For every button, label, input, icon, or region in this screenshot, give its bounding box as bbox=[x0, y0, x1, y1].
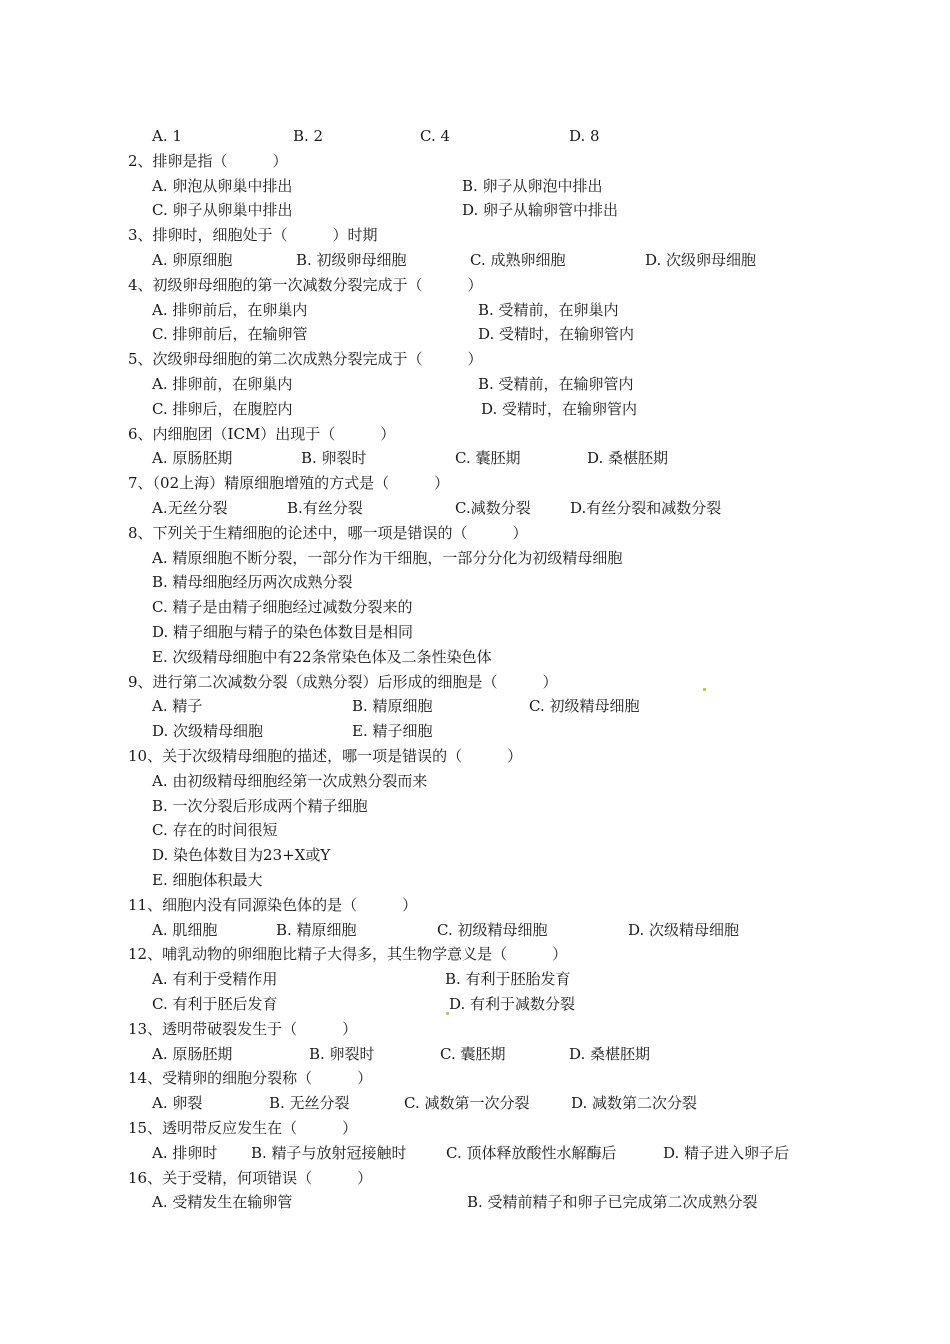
option-line bbox=[0, 372, 950, 396]
option-line bbox=[0, 1042, 950, 1066]
option-text: A. 原肠胚期 bbox=[152, 449, 233, 468]
option-text: A. 原肠胚期 bbox=[152, 1044, 233, 1063]
question-text: 4、初级卵母细胞的第一次减数分裂完成于（ ） bbox=[128, 275, 483, 294]
option-text: D. 桑椹胚期 bbox=[587, 449, 669, 468]
question-text: 6、内细胞团（ICM）出现于（ ） bbox=[128, 424, 396, 443]
question-line bbox=[0, 1066, 950, 1090]
question-text: 13、透明带破裂发生于（ ） bbox=[128, 1019, 358, 1038]
option-text: B. 有利于胚胎发育 bbox=[445, 970, 571, 989]
option-line bbox=[0, 322, 950, 346]
question-line bbox=[0, 670, 950, 694]
option-text: B. 卵子从卵泡中排出 bbox=[462, 176, 603, 195]
question-line bbox=[0, 1116, 950, 1140]
option-text: A. 肌细胞 bbox=[152, 920, 218, 939]
option-text: C. 排卵前后，在输卵管 bbox=[152, 325, 308, 344]
option-text: C.减数分裂 bbox=[455, 499, 531, 517]
question-line bbox=[0, 273, 950, 297]
option-text: D. 受精时，在输卵管内 bbox=[481, 399, 638, 418]
option-text: A. 有利于受精作用 bbox=[152, 970, 278, 989]
question-line bbox=[0, 744, 950, 768]
question-text: 10、关于次级精母细胞的描述，哪一项是错误的（ ） bbox=[128, 747, 523, 765]
option-text: B.有丝分裂 bbox=[287, 499, 363, 517]
option-text: C. 排卵后，在腹腔内 bbox=[152, 399, 293, 418]
question-text: 7、（02上海）精原细胞增殖的方式是（ ） bbox=[128, 474, 450, 493]
question-text: 9、进行第二次减数分裂（成熟分裂）后形成的细胞是（ ） bbox=[128, 672, 558, 691]
option-text: B. 精原细胞 bbox=[352, 697, 433, 716]
option-line bbox=[0, 570, 950, 594]
question-line bbox=[0, 1017, 950, 1041]
option-text: B. 卵裂时 bbox=[301, 449, 367, 468]
option-line bbox=[0, 620, 950, 644]
option-text: D. 减数第二次分裂 bbox=[571, 1094, 698, 1113]
option-text: D.有丝分裂和减数分裂 bbox=[570, 499, 722, 517]
question-line bbox=[0, 893, 950, 917]
question-text: 8、下列关于生精细胞的论述中，哪一项是错误的（ ） bbox=[128, 523, 528, 542]
option-line bbox=[0, 868, 950, 892]
question-line bbox=[0, 942, 950, 966]
option-text: D. 8 bbox=[569, 127, 600, 145]
option-text: E. 次级精母细胞中有22条常染色体及二条性染色体 bbox=[152, 647, 492, 666]
option-text: B. 精原细胞 bbox=[276, 920, 357, 939]
option-text: D. 卵子从输卵管中排出 bbox=[462, 201, 619, 220]
option-text: A. 精原细胞不断分裂，一部分作为干细胞，一部分分化为初级精母细胞 bbox=[152, 548, 623, 567]
option-line bbox=[0, 645, 950, 669]
option-text: C. 卵子从卵巢中排出 bbox=[152, 201, 293, 220]
option-text: B. 精子与放射冠接触时 bbox=[251, 1143, 407, 1162]
option-text: C. 精子是由精子细胞经过减数分裂来的 bbox=[152, 598, 413, 617]
option-text: D. 精子细胞与精子的染色体数目是相同 bbox=[152, 623, 414, 641]
option-text: A. 精子 bbox=[152, 697, 203, 716]
option-text: D. 染色体数目为23+X或Y bbox=[152, 846, 331, 865]
scan-speck bbox=[446, 1012, 449, 1015]
option-text: E. 细胞体积最大 bbox=[152, 871, 263, 889]
option-text: D. 有利于减数分裂 bbox=[449, 995, 576, 1013]
option-line bbox=[0, 794, 950, 818]
question-text: 15、透明带反应发生在（ ） bbox=[128, 1119, 358, 1137]
option-line bbox=[0, 918, 950, 942]
option-text: C. 初级精母细胞 bbox=[529, 697, 640, 716]
option-line bbox=[0, 248, 950, 272]
question-text: 16、关于受精，何项错误（ ） bbox=[128, 1168, 373, 1187]
option-text: B. 2 bbox=[293, 127, 324, 145]
option-text: C. 有利于胚后发育 bbox=[152, 995, 278, 1013]
option-text: C. 初级精母细胞 bbox=[437, 920, 548, 939]
option-text: D. 受精时，在输卵管内 bbox=[478, 325, 635, 344]
option-text: D. 次级卵母细胞 bbox=[645, 251, 757, 269]
option-line bbox=[0, 124, 950, 148]
option-text: A. 受精发生在输卵管 bbox=[152, 1193, 293, 1212]
option-text: C. 囊胚期 bbox=[455, 449, 521, 468]
option-line bbox=[0, 992, 950, 1016]
question-text: 12、哺乳动物的卵细胞比精子大得多，其生物学意义是（ ） bbox=[128, 945, 568, 964]
option-text: B. 受精前，在卵巢内 bbox=[478, 300, 619, 319]
option-text: A. 排卵前，在卵巢内 bbox=[152, 375, 293, 393]
option-text: A.无丝分裂 bbox=[152, 499, 228, 517]
question-text: 5、次级卵母细胞的第二次成熟分裂完成于（ ） bbox=[128, 350, 483, 369]
option-text: B. 一次分裂后形成两个精子细胞 bbox=[152, 796, 368, 815]
option-text: D. 次级精母细胞 bbox=[152, 722, 264, 741]
option-line bbox=[0, 595, 950, 619]
option-text: A. 卵裂 bbox=[152, 1094, 203, 1113]
option-text: A. 卵泡从卵巢中排出 bbox=[152, 176, 293, 195]
option-text: C. 存在的时间很短 bbox=[152, 821, 278, 840]
option-line bbox=[0, 198, 950, 222]
option-line bbox=[0, 397, 950, 421]
option-text: A. 由初级精母细胞经第一次成熟分裂而来 bbox=[152, 771, 428, 790]
option-line bbox=[0, 769, 950, 793]
option-text: A. 排卵前后，在卵巢内 bbox=[152, 300, 308, 319]
question-line bbox=[0, 149, 950, 173]
option-text: B. 受精前，在输卵管内 bbox=[478, 375, 634, 393]
option-line bbox=[0, 843, 950, 867]
option-text: E. 精子细胞 bbox=[352, 722, 433, 741]
option-text: C. 4 bbox=[420, 127, 451, 145]
question-line bbox=[0, 347, 950, 371]
option-text: B. 卵裂时 bbox=[309, 1044, 375, 1063]
option-text: D. 精子进入卵子后 bbox=[663, 1143, 790, 1162]
option-line bbox=[0, 174, 950, 198]
question-line bbox=[0, 1166, 950, 1190]
option-line bbox=[0, 719, 950, 743]
option-text: C. 成熟卵细胞 bbox=[470, 251, 566, 269]
question-line bbox=[0, 223, 950, 247]
option-text: D. 次级精母细胞 bbox=[628, 920, 740, 939]
option-text: B. 精母细胞经历两次成熟分裂 bbox=[152, 573, 353, 592]
option-line bbox=[0, 298, 950, 322]
question-text: 11、细胞内没有同源染色体的是（ ） bbox=[128, 895, 418, 914]
option-text: A. 排卵时 bbox=[152, 1143, 218, 1162]
option-text: A. 卵原细胞 bbox=[152, 251, 233, 269]
option-line bbox=[0, 496, 950, 520]
option-line bbox=[0, 1141, 950, 1165]
option-text: B. 受精前精子和卵子已完成第二次成熟分裂 bbox=[467, 1193, 758, 1212]
question-line bbox=[0, 422, 950, 446]
option-text: C. 顶体释放酸性水解酶后 bbox=[446, 1143, 617, 1162]
option-line bbox=[0, 967, 950, 991]
option-line bbox=[0, 446, 950, 470]
option-line bbox=[0, 1190, 950, 1214]
option-text: B. 无丝分裂 bbox=[269, 1094, 350, 1113]
option-text: A. 1 bbox=[152, 127, 182, 145]
scan-speck bbox=[703, 688, 706, 691]
question-text: 3、排卵时，细胞处于（ ）时期 bbox=[128, 226, 378, 245]
option-text: D. 桑椹胚期 bbox=[569, 1044, 651, 1063]
option-line bbox=[0, 1091, 950, 1115]
question-line bbox=[0, 471, 950, 495]
question-text: 2、排卵是指（ ） bbox=[128, 151, 288, 170]
option-text: C. 减数第一次分裂 bbox=[404, 1094, 530, 1113]
option-line bbox=[0, 818, 950, 842]
option-line bbox=[0, 546, 950, 570]
option-line bbox=[0, 694, 950, 718]
option-text: B. 初级卵母细胞 bbox=[296, 251, 407, 269]
question-line bbox=[0, 521, 950, 545]
option-text: C. 囊胚期 bbox=[440, 1044, 506, 1063]
question-text: 14、受精卵的细胞分裂称（ ） bbox=[128, 1069, 373, 1088]
